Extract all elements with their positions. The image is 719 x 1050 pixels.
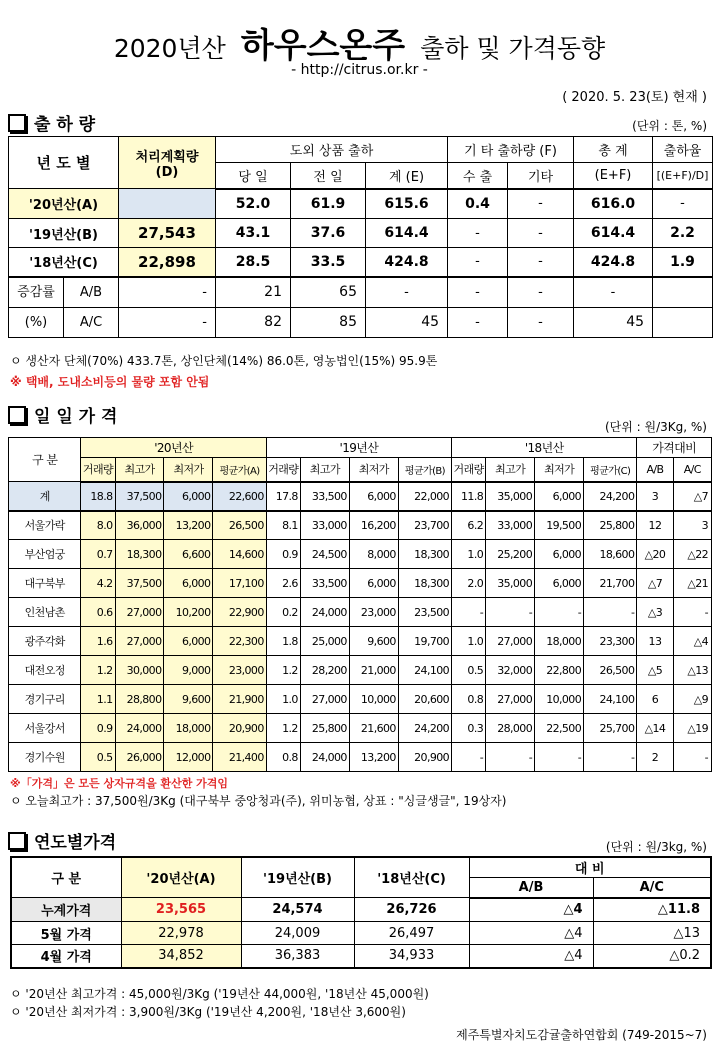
cell-v18: 0.3 bbox=[452, 714, 486, 743]
cell-v18: 6.2 bbox=[452, 511, 486, 540]
cell-a18: 26,500 bbox=[584, 656, 637, 685]
th-domestic: 도외 상품 출하 bbox=[216, 137, 448, 163]
cell-a18: 21,700 bbox=[584, 569, 637, 598]
cell-v19: 1.2 bbox=[266, 656, 300, 685]
cell-h18: - bbox=[486, 743, 535, 772]
cell-l18: 6,000 bbox=[535, 482, 584, 511]
cell-l18: 18,000 bbox=[535, 627, 584, 656]
th-plan: 처리계획량 (D) bbox=[119, 137, 216, 189]
cell-l19: 16,200 bbox=[349, 511, 398, 540]
cell-a20: 21,900 bbox=[213, 685, 266, 714]
cell-a18: 24,100 bbox=[584, 685, 637, 714]
th-gubun: 구 분 bbox=[9, 438, 81, 482]
cell-v20: 0.6 bbox=[81, 598, 115, 627]
daily-title-text: 일 일 가 격 bbox=[34, 407, 118, 427]
cell-ac: △7 bbox=[673, 482, 711, 511]
annual-section-title bbox=[8, 828, 116, 853]
cell-v18: - bbox=[452, 743, 486, 772]
cell-a19: 18,300 bbox=[398, 569, 451, 598]
cell-h19: 28,200 bbox=[300, 656, 349, 685]
daily-section-title bbox=[8, 402, 117, 427]
cell-l20: 6,000 bbox=[164, 627, 213, 656]
table-row: 4월 가격 34,852 36,383 34,933 △4 △0.2 bbox=[11, 945, 711, 968]
cell-l19: 6,000 bbox=[349, 569, 398, 598]
th-20: '20년산 bbox=[81, 438, 266, 458]
market-name: 경기수원 bbox=[9, 743, 81, 772]
cell-h19: 24,000 bbox=[300, 743, 349, 772]
cell-v18: 1.0 bbox=[452, 540, 486, 569]
table-row bbox=[9, 598, 712, 627]
cell-a20: 17,100 bbox=[213, 569, 266, 598]
cell-a19: 23,700 bbox=[398, 511, 451, 540]
cell-h18: 35,000 bbox=[486, 482, 535, 511]
market-name: 인천남촌 bbox=[9, 598, 81, 627]
daily-price-table: 구 분 '20년산 '19년산 '18년산 가격대비 거래량 최고가 최저가 평균가(A) 거래량 최고가 최저가 평균가(B) 거래량 최고가 최저가 평균가(C) A/B A/C 계 18.8 37,500 6,000 22,600 17.8 33,500 6,000 22,000 11.8 35,000 6,000 24,200 3 △7 서울가락 8.0 36,000 13,200 26,500 8.1 33,000 16,200 23,700 6.2 33,000 19,500 25,800 12 3 부산엄궁 0.7 18,300 6,600 14,600 0.9 24,500 8,000 18,300 1.0 25,200 6,000 18,600 △20 △22 대구북부 4.2 37,500 6,000 17,100 2.6 33,500 6,000 18,300 2.0 35,000 6,000 21,700 △7 △21 인천남촌 0.6 27,000 10,200 22,900 0.2 24,000 23,000 23,500 - - - - △3 - 광주각화 1.6 27,000 6,000 22,300 1.8 25,000 9,600 19,700 1.0 27,000 18,000 23,300 13 △4 대전오정 1.2 30,000 9,000 23,000 1.2 28,200 21,000 24,100 0.5 32,000 22,800 26,500 △5 △13 경기구리 1.1 28,800 9,600 21,900 1.0 27,000 10,000 20,600 0.8 27,000 10,000 24,100 6 △9 서울강서 0.9 24,000 18,000 20,900 1.2 25,800 21,600 24,200 0.3 28,000 22,500 25,700 △14 △19 경기수원 0.5 26,000 12,000 21,400 0.8 24,000 13,200 20,900 - - - - 2 - bbox=[8, 437, 712, 772]
cell-h18: 27,000 bbox=[486, 627, 535, 656]
cell-ac: 3 bbox=[673, 511, 711, 540]
cell-a19: 20,900 bbox=[398, 743, 451, 772]
cell-v19: 1.8 bbox=[266, 627, 300, 656]
cell-l20: 18,000 bbox=[164, 714, 213, 743]
cell-l18: 19,500 bbox=[535, 511, 584, 540]
cell-v18: 0.8 bbox=[452, 685, 486, 714]
cell-a18: - bbox=[584, 598, 637, 627]
market-name: 계 bbox=[9, 482, 81, 511]
cell-l18: 10,000 bbox=[535, 685, 584, 714]
cell-v19: 17.8 bbox=[266, 482, 300, 511]
title-year: 2020년산 bbox=[113, 34, 226, 63]
cell-h18: 25,200 bbox=[486, 540, 535, 569]
cell-a19: 24,200 bbox=[398, 714, 451, 743]
cell-a19: 22,000 bbox=[398, 482, 451, 511]
cell-v20: 4.2 bbox=[81, 569, 115, 598]
cell-ac: - bbox=[673, 598, 711, 627]
site-url[interactable]: - http://citrus.or.kr - bbox=[291, 62, 428, 78]
cell-ab: 6 bbox=[637, 685, 673, 714]
annual-note-1: ㅇ '20년산 최고가격 : 45,000원/3Kg ('19년산 44,000원, '18년산 45,000원) bbox=[10, 987, 429, 1001]
th-rate-sub: [(E+F)/D] bbox=[653, 163, 713, 189]
cell-h20: 36,000 bbox=[115, 511, 164, 540]
shipment-title-text: 출 하 량 bbox=[34, 115, 96, 135]
th-other: 기 타 출하량 (F) bbox=[448, 137, 574, 163]
daily-unit: (단위 : 원/3Kg, %) bbox=[604, 420, 707, 434]
cell-h18: 35,000 bbox=[486, 569, 535, 598]
cell-a18: 24,200 bbox=[584, 482, 637, 511]
annual-price-table: 구 분 '20년산(A) '19년산(B) '18년산(C) 대 비 A/B A/C 누계가격 23,565 24,574 26,726 △4 △11.8 5월 가격 22,978 24,009 26,497 △4 △13 4월 가격 34,852 36,383 34,933 △4 △0.2 bbox=[10, 856, 712, 969]
th-etc: 기타 bbox=[508, 163, 574, 189]
cell-v19: 1.2 bbox=[266, 714, 300, 743]
daily-note-1: ※「가격」은 모든 상자규격을 환산한 가격임 bbox=[10, 777, 229, 790]
cell-h20: 26,000 bbox=[115, 743, 164, 772]
market-name: 대전오정 bbox=[9, 656, 81, 685]
table-row bbox=[9, 540, 712, 569]
cell-l19: 13,200 bbox=[349, 743, 398, 772]
cell-v18: - bbox=[452, 598, 486, 627]
cell-v19: 0.2 bbox=[266, 598, 300, 627]
cell-v20: 0.5 bbox=[81, 743, 115, 772]
market-name: 대구북부 bbox=[9, 569, 81, 598]
cell-v19: 2.6 bbox=[266, 569, 300, 598]
th-annual-18: '18년산(C) bbox=[354, 857, 469, 898]
cell-h20: 37,500 bbox=[115, 569, 164, 598]
shipment-table bbox=[8, 136, 713, 338]
cell-l19: 23,000 bbox=[349, 598, 398, 627]
cell-ab: 2 bbox=[637, 743, 673, 772]
cell-ab: 3 bbox=[637, 482, 673, 511]
th-export: 수 출 bbox=[448, 163, 508, 189]
cell-h20: 28,800 bbox=[115, 685, 164, 714]
cell-h18: - bbox=[486, 598, 535, 627]
cell-ac: △9 bbox=[673, 685, 711, 714]
checkbox-icon bbox=[8, 406, 26, 424]
th-prev: 전 일 bbox=[291, 163, 366, 189]
cell-l20: 6,000 bbox=[164, 482, 213, 511]
cell-l19: 8,000 bbox=[349, 540, 398, 569]
cell-v20: 0.9 bbox=[81, 714, 115, 743]
shipment-unit: (단위 : 톤, %) bbox=[632, 119, 707, 133]
table-row bbox=[9, 511, 712, 540]
cell-ab: △3 bbox=[637, 598, 673, 627]
cell-v20: 8.0 bbox=[81, 511, 115, 540]
cell-a20: 21,400 bbox=[213, 743, 266, 772]
cell-l20: 12,000 bbox=[164, 743, 213, 772]
cell-ab: △5 bbox=[637, 656, 673, 685]
cell-l18: 22,500 bbox=[535, 714, 584, 743]
table-row: 증감률 A/B - 21 65 - - - - bbox=[9, 277, 713, 308]
cell-v19: 0.8 bbox=[266, 743, 300, 772]
table-row bbox=[9, 482, 712, 511]
cell-l19: 10,000 bbox=[349, 685, 398, 714]
table-row: '18년산(C) 22,898 28.5 33.5 424.8 - - 424.8 1.9 bbox=[9, 248, 713, 277]
cell-ac: - bbox=[673, 743, 711, 772]
market-name: 부산엄궁 bbox=[9, 540, 81, 569]
cell-a20: 26,500 bbox=[213, 511, 266, 540]
shipment-section-title bbox=[8, 110, 95, 135]
market-name: 서울강서 bbox=[9, 714, 81, 743]
th-19: '19년산 bbox=[266, 438, 451, 458]
cell-h20: 30,000 bbox=[115, 656, 164, 685]
cell-ac: △19 bbox=[673, 714, 711, 743]
cell-h19: 27,000 bbox=[300, 685, 349, 714]
cell-a19: 19,700 bbox=[398, 627, 451, 656]
cell-l20: 10,200 bbox=[164, 598, 213, 627]
cell-a19: 18,300 bbox=[398, 540, 451, 569]
cell-l19: 6,000 bbox=[349, 482, 398, 511]
table-row bbox=[9, 627, 712, 656]
cell-l18: 22,800 bbox=[535, 656, 584, 685]
cell-h19: 24,000 bbox=[300, 598, 349, 627]
table-row: (%) A/C - 82 85 45 - - 45 bbox=[9, 307, 713, 337]
cell-v19: 1.0 bbox=[266, 685, 300, 714]
table-row: '19년산(B) 27,543 43.1 37.6 614.4 - - 614.4 2.2 bbox=[9, 219, 713, 248]
report-date: ( 2020. 5. 23(토) 현재 ) bbox=[562, 90, 707, 105]
th-18: '18년산 bbox=[452, 438, 637, 458]
cell-v18: 1.0 bbox=[452, 627, 486, 656]
cell-ac: △21 bbox=[673, 569, 711, 598]
th-year: 년 도 별 bbox=[9, 137, 119, 189]
cell-v19: 0.9 bbox=[266, 540, 300, 569]
cell-v18: 11.8 bbox=[452, 482, 486, 511]
cell-ab: △14 bbox=[637, 714, 673, 743]
cell-v20: 1.2 bbox=[81, 656, 115, 685]
cell-h19: 33,000 bbox=[300, 511, 349, 540]
cell-a20: 14,600 bbox=[213, 540, 266, 569]
table-row: 5월 가격 22,978 24,009 26,497 △4 △13 bbox=[11, 922, 711, 945]
cell-a18: 25,700 bbox=[584, 714, 637, 743]
cell-v18: 0.5 bbox=[452, 656, 486, 685]
title-sub: 출하 및 가격동향 bbox=[420, 34, 606, 63]
cell-a20: 22,300 bbox=[213, 627, 266, 656]
cell-v20: 1.6 bbox=[81, 627, 115, 656]
checkbox-icon bbox=[8, 114, 26, 132]
th-annual-gubun: 구 분 bbox=[11, 857, 121, 898]
th-total: 계 (E) bbox=[366, 163, 448, 189]
daily-note-2: ㅇ 오늘최고가 : 37,500원/3Kg (대구북부 중앙청과(주), 위미농협, 상표 : "싱글생글", 19상자) bbox=[10, 794, 507, 808]
table-row bbox=[9, 743, 712, 772]
cell-a20: 23,000 bbox=[213, 656, 266, 685]
cell-ab: △7 bbox=[637, 569, 673, 598]
shipment-note-2: ※ 택배, 도내소비등의 물량 포함 안됨 bbox=[10, 375, 210, 389]
cell-a18: 23,300 bbox=[584, 627, 637, 656]
cell-h18: 27,000 bbox=[486, 685, 535, 714]
page-title bbox=[0, 18, 719, 67]
cell-h18: 32,000 bbox=[486, 656, 535, 685]
th-annual-cmp: 대 비 bbox=[469, 857, 711, 878]
checkbox-icon bbox=[8, 832, 26, 850]
cell-l19: 9,600 bbox=[349, 627, 398, 656]
market-name: 서울가락 bbox=[9, 511, 81, 540]
cell-a18: 18,600 bbox=[584, 540, 637, 569]
cell-h20: 18,300 bbox=[115, 540, 164, 569]
cell-a20: 22,900 bbox=[213, 598, 266, 627]
cell-h19: 25,000 bbox=[300, 627, 349, 656]
market-name: 광주각화 bbox=[9, 627, 81, 656]
cell-a20: 22,600 bbox=[213, 482, 266, 511]
th-today: 당 일 bbox=[216, 163, 291, 189]
cell-l20: 9,600 bbox=[164, 685, 213, 714]
cell-v20: 1.1 bbox=[81, 685, 115, 714]
th-cmp: 가격대비 bbox=[637, 438, 712, 458]
cell-a20: 20,900 bbox=[213, 714, 266, 743]
cell-l20: 6,000 bbox=[164, 569, 213, 598]
cell-h19: 25,800 bbox=[300, 714, 349, 743]
cell-l20: 13,200 bbox=[164, 511, 213, 540]
cell-h20: 27,000 bbox=[115, 598, 164, 627]
cell-v20: 18.8 bbox=[81, 482, 115, 511]
cell-ac: △4 bbox=[673, 627, 711, 656]
cell-ab: 13 bbox=[637, 627, 673, 656]
annual-unit: (단위 : 원/3kg, %) bbox=[605, 840, 707, 854]
cell-ab: △20 bbox=[637, 540, 673, 569]
shipment-note-1: ㅇ 생산자 단체(70%) 433.7톤, 상인단체(14%) 86.0톤, 영농법인(15%) 95.9톤 bbox=[10, 354, 438, 368]
cell-h18: 33,000 bbox=[486, 511, 535, 540]
cell-ab: 12 bbox=[637, 511, 673, 540]
cell-a19: 23,500 bbox=[398, 598, 451, 627]
table-row bbox=[9, 685, 712, 714]
cell-h20: 37,500 bbox=[115, 482, 164, 511]
cell-v20: 0.7 bbox=[81, 540, 115, 569]
cell-a19: 24,100 bbox=[398, 656, 451, 685]
cell-h20: 27,000 bbox=[115, 627, 164, 656]
cell-h19: 33,500 bbox=[300, 569, 349, 598]
cell-l20: 6,600 bbox=[164, 540, 213, 569]
table-row: '20년산(A) 52.0 61.9 615.6 0.4 - 616.0 - bbox=[9, 189, 713, 219]
cell-l18: - bbox=[535, 743, 584, 772]
table-row bbox=[9, 569, 712, 598]
footer-org: 제주특별자치도감귤출하연합회 (749-2015~7) bbox=[456, 1028, 707, 1042]
cell-a18: 25,800 bbox=[584, 511, 637, 540]
annual-note-2: ㅇ '20년산 최저가격 : 3,900원/3Kg ('19년산 4,200원, '18년산 3,600원) bbox=[10, 1005, 406, 1019]
cell-l18: - bbox=[535, 598, 584, 627]
cell-h19: 33,500 bbox=[300, 482, 349, 511]
market-name: 경기구리 bbox=[9, 685, 81, 714]
cell-a18: - bbox=[584, 743, 637, 772]
table-row bbox=[9, 656, 712, 685]
cell-l19: 21,000 bbox=[349, 656, 398, 685]
cell-v19: 8.1 bbox=[266, 511, 300, 540]
cell-v18: 2.0 bbox=[452, 569, 486, 598]
cell-l20: 9,000 bbox=[164, 656, 213, 685]
cell-l19: 21,600 bbox=[349, 714, 398, 743]
cell-h19: 24,500 bbox=[300, 540, 349, 569]
th-sum-sub: (E+F) bbox=[574, 163, 653, 189]
cell-ac: △22 bbox=[673, 540, 711, 569]
th-annual-19: '19년산(B) bbox=[241, 857, 354, 898]
cell-ac: △13 bbox=[673, 656, 711, 685]
title-main: 하우스온주 bbox=[240, 26, 406, 66]
cell-a19: 20,600 bbox=[398, 685, 451, 714]
cell-l18: 6,000 bbox=[535, 540, 584, 569]
table-row: 누계가격 23,565 24,574 26,726 △4 △11.8 bbox=[11, 898, 711, 922]
th-annual-20: '20년산(A) bbox=[121, 857, 241, 898]
annual-title-text: 연도별가격 bbox=[34, 833, 117, 853]
table-row bbox=[9, 714, 712, 743]
th-rate: 출하율 bbox=[653, 137, 713, 163]
cell-l18: 6,000 bbox=[535, 569, 584, 598]
cell-h18: 28,000 bbox=[486, 714, 535, 743]
cell-h20: 24,000 bbox=[115, 714, 164, 743]
th-sum: 총 계 bbox=[574, 137, 653, 163]
